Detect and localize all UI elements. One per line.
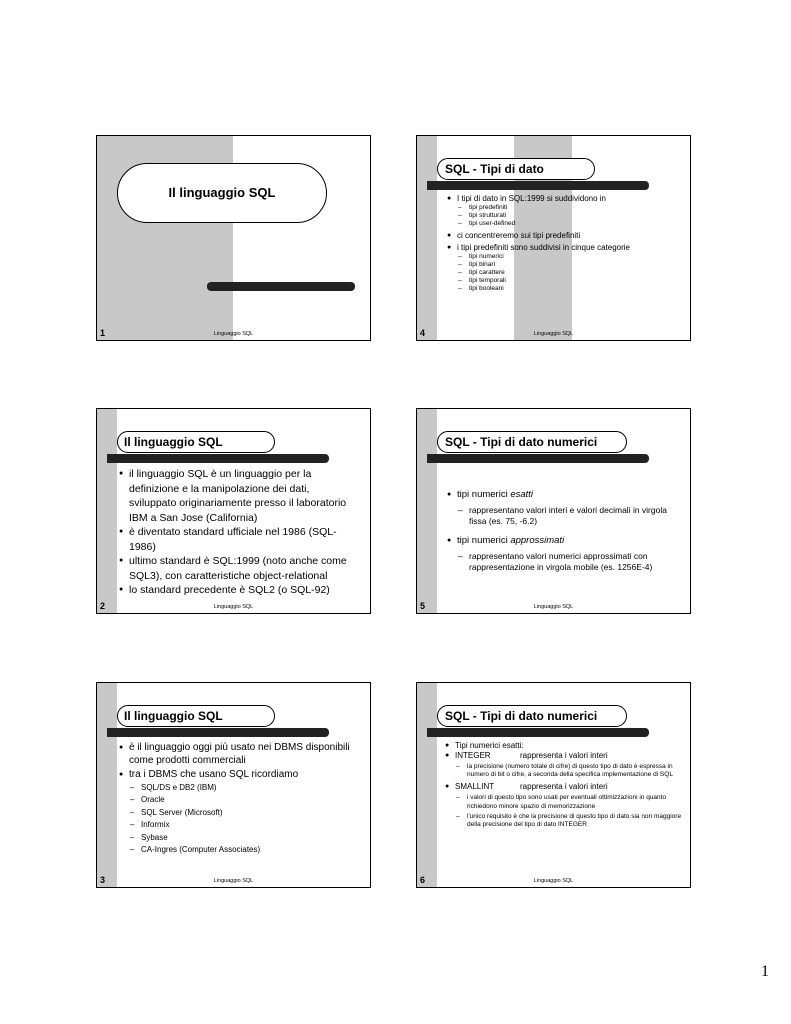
sub-item: – i valori di questo tipo sono usati per eventuali ottimizzazioni in quanto richiedono minore spazio di memorizzazione	[445, 794, 685, 810]
slide-content	[119, 467, 359, 598]
bullet: ● ci concentreremo sui tipi predefiniti	[447, 231, 682, 241]
slide-background-band	[417, 136, 437, 340]
sub-item: – tipi temporali	[447, 277, 682, 285]
bullet: ● è diventato standard ufficiale nel 1986 (SQL-1986)	[119, 525, 359, 554]
slide-title: SQL - Tipi di dato	[437, 158, 595, 180]
bullet-emphasis: approssimati	[510, 535, 565, 546]
decorative-bar	[207, 282, 355, 291]
type-name: SMALLINT	[455, 782, 495, 792]
sub-item: – tipi strutturati	[447, 212, 682, 220]
slide-content	[445, 741, 685, 829]
slide-2	[96, 408, 371, 614]
slide-3	[96, 682, 371, 888]
slide-footer: Linguaggio SQL	[533, 331, 574, 337]
slide-number: 1	[100, 328, 106, 338]
sub-item: – SQL Server (Microsoft)	[119, 807, 359, 820]
slide-background-band	[97, 683, 117, 887]
sub-item: – tipi carattere	[447, 269, 682, 277]
slide-number: 4	[420, 328, 426, 338]
decorative-bar	[427, 454, 649, 463]
bullet: ● Tipi numerici esatti:	[445, 741, 685, 751]
slide-number: 6	[420, 875, 426, 885]
type-description: rappresenta i valori interi	[520, 782, 608, 792]
sub-item: – la precisione (numero totale di cifre) di questo tipo di dato è espressa in numero di bit o cifre, a seconda della specifica implementazione di SQL	[445, 763, 685, 779]
bullet	[445, 782, 685, 792]
bullet-emphasis: esatti	[510, 489, 534, 500]
bullet: ● tra i DBMS che usano SQL ricordiamo	[119, 769, 359, 782]
slide-number: 3	[100, 875, 106, 885]
sub-item: – rappresentano valori interi e valori decimali in virgola fissa (es. 75, -6.2)	[447, 505, 682, 526]
sub-item: – Sybase	[119, 832, 359, 845]
bullet	[447, 489, 682, 501]
slide-content	[447, 489, 682, 572]
slide-footer: Linguaggio SQL	[213, 878, 254, 884]
type-description: rappresenta i valori interi	[520, 751, 608, 760]
slide-footer: Linguaggio SQL	[213, 604, 254, 610]
slide-background-band	[97, 409, 117, 613]
slide-footer: Linguaggio SQL	[213, 331, 254, 337]
slide-title: SQL - Tipi di dato numerici	[437, 431, 627, 453]
sub-item: – tipi booleani	[447, 285, 682, 293]
slide-background-band	[417, 683, 437, 887]
bullet	[445, 751, 685, 761]
slide-content	[119, 742, 359, 857]
bullet: ● il linguaggio SQL è un linguaggio per la definizione e la manipolazione dei dati, sviluppato originariamente presso il laboratorio IBM a San Jose (California)	[119, 467, 359, 525]
slide-background-band	[417, 409, 437, 613]
decorative-bar	[107, 454, 329, 463]
bullet	[447, 535, 682, 547]
slide-title: Il linguaggio SQL	[117, 163, 327, 223]
sub-item: – CA-Ingres (Computer Associates)	[119, 844, 359, 857]
slide-6	[416, 682, 691, 888]
sub-item: – tipi predefiniti	[447, 204, 682, 212]
slide-number: 5	[420, 601, 426, 611]
slide-1	[96, 135, 371, 341]
bullet: ● i tipi predefiniti sono suddivisi in cinque categorie	[447, 243, 682, 253]
slide-4	[416, 135, 691, 341]
sub-item: – rappresentano valori numerici approssimati con rappresentazione in virgola mobile (es. 1256E-4)	[447, 551, 682, 572]
slide-title: Il linguaggio SQL	[117, 431, 275, 453]
slide-title: Il linguaggio SQL	[117, 705, 275, 727]
slide-footer: Linguaggio SQL	[533, 878, 574, 884]
slide-footer: Linguaggio SQL	[533, 604, 574, 610]
bullet: ● è il linguaggio oggi più usato nei DBMS disponibili come prodotti commerciali	[119, 742, 359, 767]
decorative-bar	[107, 728, 329, 737]
page-number: 1	[761, 963, 769, 980]
sub-item: – tipi numerici	[447, 253, 682, 261]
bullet: ● lo standard precedente è SQL2 (o SQL-92)	[119, 583, 359, 598]
slide-title: SQL - Tipi di dato numerici	[437, 705, 627, 727]
sub-item: – tipi binari	[447, 261, 682, 269]
sub-item: – tipi user-defined	[447, 220, 682, 228]
sub-item: – Informix	[119, 819, 359, 832]
type-name: INTEGER	[455, 751, 491, 760]
slide-content	[447, 194, 682, 294]
sub-item: – l'unico requisito è che la precisione di questo tipo di dato sia non maggiore della precisione del tipo di dato INTEGER	[445, 813, 685, 829]
decorative-bar	[427, 181, 649, 190]
sub-item: – Oracle	[119, 794, 359, 807]
bullet-text: tipi numerici	[457, 489, 511, 500]
bullet-text: tipi numerici	[457, 535, 511, 546]
decorative-bar	[427, 728, 649, 737]
slide-5	[416, 408, 691, 614]
bullet: ● I tipi di dato in SQL:1999 si suddividono in	[447, 194, 682, 204]
slide-number: 2	[100, 601, 106, 611]
bullet: ● ultimo standard è SQL:1999 (noto anche come SQL3), con caratteristiche object-relational	[119, 554, 359, 583]
sub-item: – SQL/DS e DB2 (IBM)	[119, 782, 359, 795]
